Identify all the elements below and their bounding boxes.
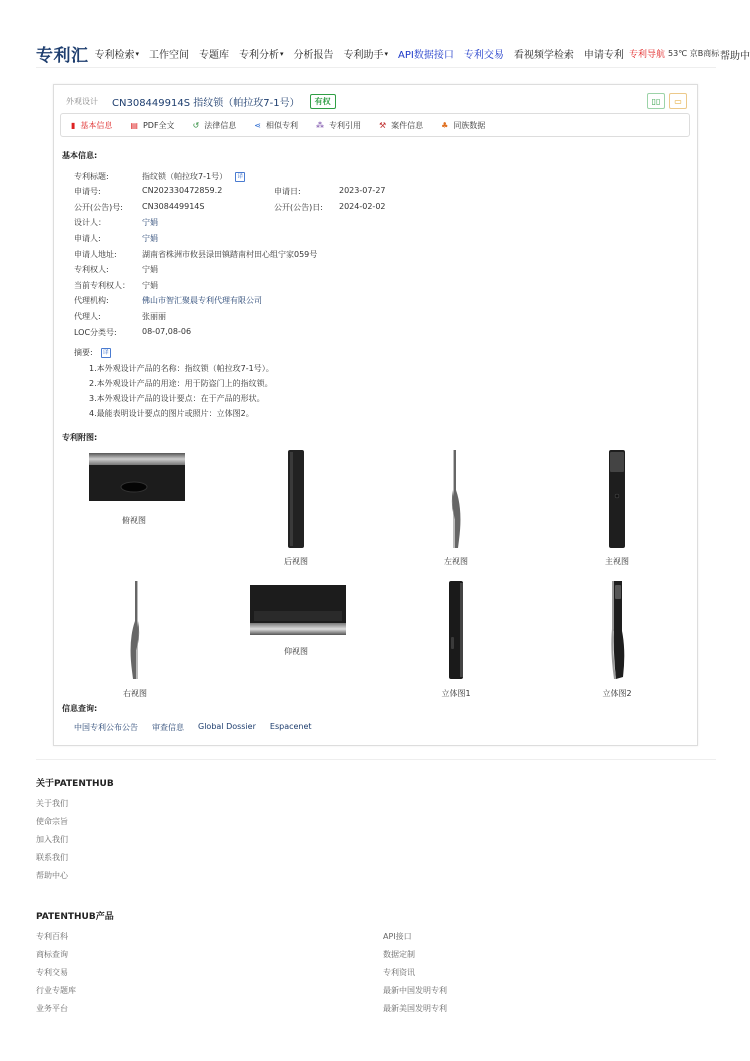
tab-label: 法律信息	[204, 120, 237, 130]
tab-family[interactable]	[441, 120, 485, 131]
figure-right-view[interactable]	[126, 581, 144, 679]
abstract-label-row	[74, 347, 111, 358]
row-agency	[54, 295, 694, 307]
nav-label: 专利助手	[343, 50, 384, 61]
detail-tabs	[60, 113, 690, 137]
nav-label: 专利检索	[94, 50, 135, 61]
footer-link[interactable]: 最新中国发明专利	[383, 986, 447, 995]
row-designer	[54, 217, 694, 229]
nav-label: 专利分析	[239, 50, 280, 61]
patent-title: CN308449914S 指纹锁（帕拉玫7-1号）	[112, 97, 300, 109]
nav-workspace[interactable]: 工作空间	[149, 50, 190, 61]
top-nav	[36, 40, 750, 68]
nav-patent-analysis[interactable]	[239, 46, 284, 61]
footer-link[interactable]: 数据定制	[383, 950, 415, 959]
footer-link[interactable]: 业务平台	[36, 1004, 68, 1013]
footer-link[interactable]: API接口	[383, 932, 412, 941]
pdf-icon: ▤	[130, 120, 138, 130]
abstract-line: 3.本外观设计产品的设计要点：在于产品的形状。	[89, 394, 265, 403]
abstract-line: 4.最能表明设计要点的图片或照片：立体图2。	[89, 409, 254, 418]
figures-title: 专利附图:	[62, 433, 98, 442]
basic-info-title: 基本信息:	[62, 151, 98, 160]
nav-overlap-text: 53℃ 京B商标	[668, 49, 720, 58]
nav-patent-trade[interactable]: 专利交易	[463, 50, 504, 61]
tab-basic-info[interactable]	[71, 120, 112, 131]
footer-link[interactable]: 加入我们	[36, 835, 68, 844]
caption-3d-view-1: 立体图1	[441, 689, 471, 698]
family-icon: ♣	[441, 120, 449, 130]
figure-top-view[interactable]	[89, 453, 185, 503]
nav-patent-search[interactable]	[95, 46, 140, 61]
tab-label: PDF全文	[142, 120, 175, 130]
app-no-label: 申请号:	[74, 187, 101, 196]
pub-date-label: 公开(公告)日:	[274, 203, 323, 212]
app-date-value: 2023-07-27	[339, 186, 386, 195]
designer-label: 设计人：	[74, 218, 106, 227]
nav-topic-library[interactable]: 专题库	[199, 50, 230, 61]
tab-case[interactable]	[379, 120, 423, 131]
abstract-line: 2.本外观设计产品的用途：用于防盗门上的指纹锁。	[89, 379, 273, 388]
footer-products-title: PATENTHUB产品	[36, 912, 114, 922]
link-cnipa-announcement[interactable]: 中国专利公布公告	[74, 723, 138, 732]
footer-link[interactable]: 专利交易	[36, 968, 68, 977]
figure-3d-view-1[interactable]	[447, 581, 465, 679]
gavel-icon: ⚒	[378, 120, 387, 130]
query-title: 信息查询:	[62, 704, 98, 713]
footer-divider	[36, 759, 716, 760]
figure-3d-view-2[interactable]	[608, 581, 626, 679]
patent-type: 外观设计	[66, 96, 98, 106]
tab-pdf[interactable]	[130, 120, 174, 131]
nav-help[interactable]: 帮助中	[720, 51, 750, 62]
tab-legal[interactable]	[193, 120, 237, 131]
folder-icon[interactable]: ▭	[669, 93, 687, 109]
applicant-link[interactable]: 宁娟	[142, 234, 158, 243]
footer-about-title: 关于PATENTHUB	[36, 779, 114, 789]
title-text: 指纹锁（帕拉玫7-1号）	[142, 172, 228, 181]
nav-analysis-report[interactable]: 分析报告	[293, 50, 334, 61]
caret-down-icon: ▾	[384, 49, 389, 58]
designer-link[interactable]: 宁娟	[142, 218, 158, 227]
title-label: 专利标题:	[74, 172, 109, 181]
figure-rear-view[interactable]	[287, 450, 305, 548]
pub-no-label: 公开(公告)号:	[74, 203, 123, 212]
link-examination-info[interactable]: 审查信息	[152, 723, 184, 732]
caret-down-icon: ▾	[135, 49, 140, 58]
bookmark-icon: ▮	[71, 120, 76, 130]
footer-link[interactable]: 关于我们	[36, 799, 68, 808]
caret-down-icon: ▾	[280, 49, 284, 58]
footer-link[interactable]: 行业专题库	[36, 986, 76, 995]
header-actions	[647, 93, 687, 109]
nav-video-learning[interactable]: 看视频学检索	[513, 50, 574, 61]
footer-link[interactable]: 商标查询	[36, 950, 68, 959]
footer-link[interactable]: 专利百科	[36, 932, 68, 941]
current-owner-value: 宁娟	[142, 281, 158, 290]
tab-label: 专利引用	[328, 120, 361, 130]
row-loc	[54, 327, 694, 339]
row-current-owner	[54, 280, 694, 292]
owner-label: 专利权人:	[74, 265, 109, 274]
nav-apply-patent[interactable]: 申请专利	[583, 50, 624, 61]
row-agent	[54, 311, 694, 323]
app-no-value: CN202330472859.2	[142, 186, 223, 195]
footer-link[interactable]: 使命宗旨	[36, 817, 68, 826]
agent-label: 代理人:	[74, 312, 101, 321]
nav-api[interactable]: API数据接口	[398, 50, 454, 61]
tab-label: 相似专利	[265, 120, 298, 130]
abstract-label: 摘要:	[74, 348, 93, 357]
row-title	[54, 171, 694, 183]
pub-date-value: 2024-02-02	[339, 202, 386, 211]
translate-icon[interactable]: 译	[237, 172, 244, 180]
link-global-dossier[interactable]: Global Dossier	[198, 722, 256, 731]
app-date-label: 申请日:	[274, 187, 301, 196]
row-owner	[54, 264, 694, 276]
site-logo[interactable]: 专利汇	[36, 46, 89, 66]
applicant-label: 申请人:	[74, 234, 101, 243]
row-address	[54, 249, 694, 261]
address-value: 湖南省株洲市攸县渌田镇踏南村田心组宁家059号	[142, 250, 318, 259]
link-espacenet[interactable]: Espacenet	[269, 722, 312, 731]
agency-label: 代理机构:	[74, 296, 109, 305]
caption-top-view: 俯视图	[122, 516, 146, 525]
pub-no-value: CN308449914S	[142, 202, 205, 211]
tab-citation[interactable]	[316, 120, 361, 131]
query-links	[74, 722, 312, 733]
book-icon[interactable]: ▯▯	[647, 93, 665, 109]
tab-similar[interactable]	[254, 120, 298, 131]
figure-main-view[interactable]	[608, 450, 626, 548]
translate-icon[interactable]: 译	[102, 348, 109, 356]
agency-link[interactable]: 佛山市智汇聚晨专利代理有限公司	[142, 296, 262, 305]
loc-label: LOC分类号:	[74, 328, 117, 337]
patent-card	[53, 84, 698, 746]
caption-bottom-view: 仰视图	[284, 647, 308, 656]
address-label: 申请人地址:	[74, 250, 117, 259]
agent-value: 张丽丽	[142, 312, 166, 321]
footer-link[interactable]: 专利资讯	[383, 968, 415, 977]
row-pub-no	[54, 202, 694, 214]
share-icon: ⋖	[254, 120, 261, 130]
owner-value: 宁娟	[142, 265, 158, 274]
figure-left-view[interactable]	[447, 450, 465, 548]
figure-bottom-view[interactable]	[250, 585, 346, 635]
status-badge: 有权	[310, 94, 336, 109]
loc-value: 08-07,08-06	[142, 327, 192, 336]
caption-3d-view-2: 立体图2	[602, 689, 632, 698]
row-applicant	[54, 233, 694, 245]
sitemap-icon: ⁂	[315, 120, 324, 130]
abstract-line: 1.本外观设计产品的名称：指纹锁（帕拉玫7-1号）。	[89, 364, 274, 373]
footer-link[interactable]: 最新美国发明专利	[383, 1004, 447, 1013]
tab-label: 同族数据	[453, 120, 486, 130]
current-owner-label: 当前专利权人：	[74, 281, 130, 290]
caption-left-view: 左视图	[444, 557, 468, 566]
nav-patent-navigation[interactable]: 专利导航	[629, 50, 666, 60]
caption-right-view: 右视图	[123, 689, 147, 698]
caption-main-view: 主视图	[605, 557, 629, 566]
caption-rear-view: 后视图	[284, 557, 308, 566]
footer-link[interactable]: 联系我们	[36, 853, 68, 862]
nav-patent-assistant[interactable]	[344, 46, 389, 61]
tab-label: 基本信息	[80, 120, 113, 130]
history-icon: ↺	[192, 120, 200, 130]
title-value	[142, 171, 245, 182]
footer-link[interactable]: 帮助中心	[36, 871, 68, 880]
patent-header	[66, 93, 336, 109]
row-app-no	[54, 186, 694, 198]
tab-label: 案件信息	[391, 120, 424, 130]
